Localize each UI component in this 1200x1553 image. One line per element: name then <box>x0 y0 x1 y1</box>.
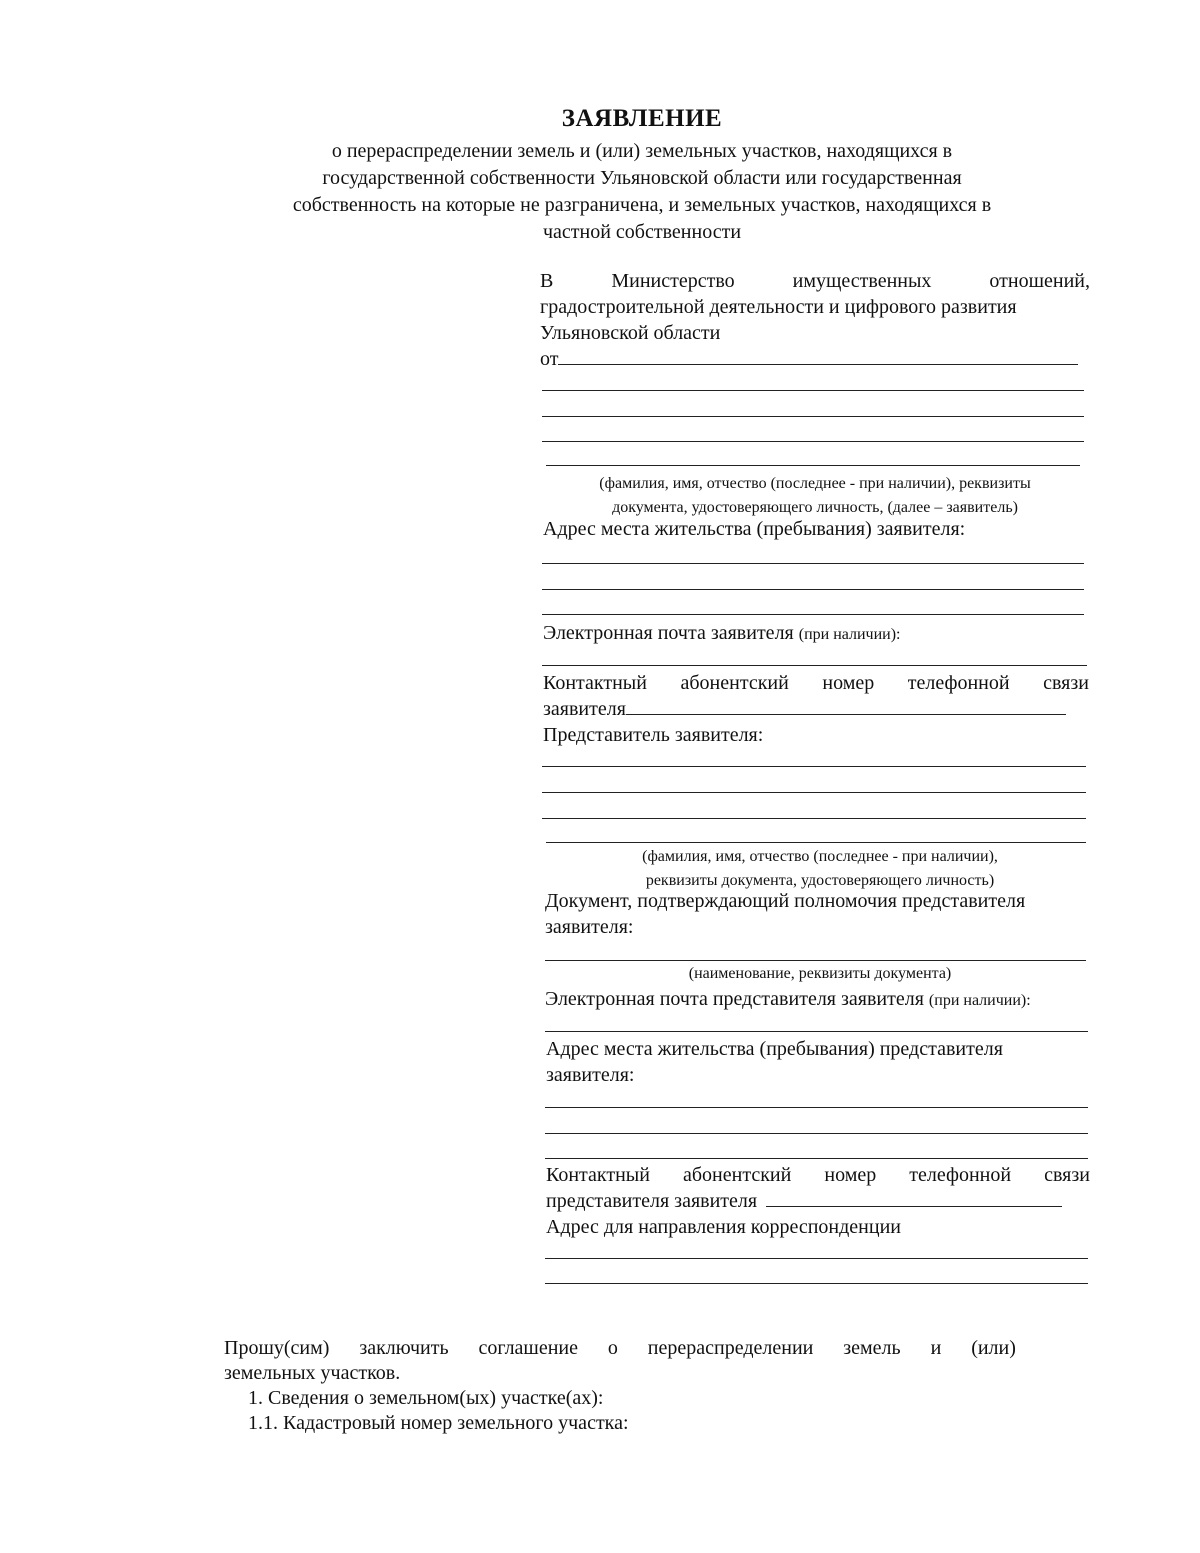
rep-address-label <box>546 1036 1096 1088</box>
address-label: Адрес места жительства (пребывания) заявителя: <box>543 518 966 540</box>
rep-address-input-line[interactable] <box>545 1158 1088 1159</box>
item-1: 1. Сведения о земельном(ых) участке(ах): <box>248 1387 604 1409</box>
rep-doc-label-line: заявителя: <box>545 916 634 938</box>
rep-email-row <box>545 986 1105 1014</box>
corr-input-line[interactable] <box>545 1283 1088 1284</box>
addressee-word: имущественных <box>792 270 932 292</box>
rep-phone-input-line[interactable] <box>766 1205 1062 1207</box>
phone-word: абонентский <box>680 672 789 694</box>
caption-line: документа, удостоверяющего личность, (далее – заявитель) <box>612 499 1018 516</box>
rep-address-label-line: заявителя: <box>546 1064 635 1086</box>
request-word: перераспределении <box>647 1337 814 1359</box>
addressee-line-1 <box>540 268 1090 294</box>
request-text <box>224 1336 1016 1436</box>
request-word: Прошу(сим) <box>224 1337 330 1359</box>
phone-word: номер <box>822 672 875 694</box>
subtitle-line: собственность на которые не разграничена, и земельных участков, находящихся в <box>292 194 992 216</box>
applicant-input-line[interactable] <box>542 441 1084 442</box>
rep-input-line[interactable] <box>546 842 1086 843</box>
rep-caption <box>545 845 1095 893</box>
addressee-word: Министерство <box>611 270 735 292</box>
email-label: Электронная почта заявителя <box>543 622 794 644</box>
from-row <box>540 346 1090 372</box>
address-input-line[interactable] <box>542 614 1084 615</box>
rep-label: Представитель заявителя: <box>543 724 764 746</box>
applicant-input-line[interactable] <box>546 465 1080 466</box>
caption-line: (фамилия, имя, отчество (последнее - при наличии), <box>642 848 998 865</box>
phone-block <box>543 670 1089 748</box>
phone-word: абонентский <box>683 1164 792 1186</box>
subtitle-line: о перераспределении земель и (или) земельных участков, находящихся в <box>331 140 953 162</box>
rep-email-note: (при наличии): <box>928 992 1031 1009</box>
applicant-caption <box>540 472 1090 520</box>
addressee-word: В <box>540 270 554 292</box>
request-word: и <box>930 1337 942 1359</box>
request-word: (или) <box>971 1337 1016 1359</box>
request-word: о <box>607 1337 618 1359</box>
email-input-line[interactable] <box>542 665 1087 666</box>
rep-phone-label: представителя заявителя <box>546 1190 758 1212</box>
address-input-line[interactable] <box>542 589 1084 590</box>
rep-input-line[interactable] <box>542 766 1086 767</box>
document-subtitle <box>250 138 1034 246</box>
request-word: соглашение <box>478 1337 578 1359</box>
caption-line: (фамилия, имя, отчество (последнее - при наличии), реквизиты <box>599 475 1031 492</box>
rep-input-line[interactable] <box>542 792 1086 793</box>
applicant-input-line[interactable] <box>542 390 1084 391</box>
request-line-2: земельных участков. <box>224 1362 401 1384</box>
phone-label-line-1 <box>543 670 1089 696</box>
caption-line: реквизиты документа, удостоверяющего личность) <box>645 872 995 889</box>
phone-word: связи <box>1043 672 1089 694</box>
rep-input-line[interactable] <box>542 818 1086 819</box>
addressee-word: отношений, <box>989 270 1090 292</box>
phone-label: заявителя <box>543 698 626 720</box>
request-word: земель <box>843 1337 901 1359</box>
request-word: заключить <box>359 1337 449 1359</box>
rep-doc-input-line[interactable] <box>545 960 1086 961</box>
addressee-line-2: градостроительной деятельности и цифрового развития <box>540 296 1017 318</box>
phone-word: телефонной <box>907 672 1010 694</box>
phone-row <box>543 696 1089 722</box>
rep-doc-caption: (наименование, реквизиты документа) <box>688 965 952 982</box>
email-note: (при наличии): <box>798 626 901 643</box>
subtitle-line: частной собственности <box>542 221 742 243</box>
rep-address-label-line: Адрес места жительства (пребывания) представителя <box>546 1038 1003 1060</box>
from-input-line[interactable] <box>558 363 1078 365</box>
request-line-1 <box>224 1336 1016 1361</box>
rep-email-input-line[interactable] <box>545 1031 1088 1032</box>
phone-word: номер <box>824 1164 877 1186</box>
item-1-1: 1.1. Кадастровый номер земельного участка: <box>248 1412 629 1434</box>
from-label: от <box>540 348 559 370</box>
corr-label: Адрес для направления корреспонденции <box>546 1216 901 1238</box>
email-row <box>543 620 1093 648</box>
rep-phone-label-line-1 <box>546 1162 1090 1188</box>
document-title: ЗАЯВЛЕНИЕ <box>561 105 723 132</box>
subtitle-line: государственной собственности Ульяновской области или государственная <box>322 167 962 189</box>
applicant-input-line[interactable] <box>542 416 1084 417</box>
address-input-line[interactable] <box>542 563 1084 564</box>
phone-word: телефонной <box>909 1164 1012 1186</box>
phone-word: связи <box>1044 1164 1090 1186</box>
rep-address-input-line[interactable] <box>545 1133 1088 1134</box>
rep-doc-label-line: Документ, подтверждающий полномочия представителя <box>545 890 1026 912</box>
phone-input-line[interactable] <box>626 713 1066 715</box>
corr-input-line[interactable] <box>545 1258 1088 1259</box>
addressee-block <box>540 268 1090 372</box>
phone-word: Контактный <box>543 672 647 694</box>
rep-address-input-line[interactable] <box>545 1107 1088 1108</box>
phone-word: Контактный <box>546 1164 650 1186</box>
rep-phone-block <box>546 1162 1090 1240</box>
rep-phone-row <box>546 1188 1090 1214</box>
rep-doc-label <box>545 888 1095 940</box>
addressee-line-3: Ульяновской области <box>540 322 721 344</box>
rep-email-label: Электронная почта представителя заявителя <box>545 988 924 1010</box>
